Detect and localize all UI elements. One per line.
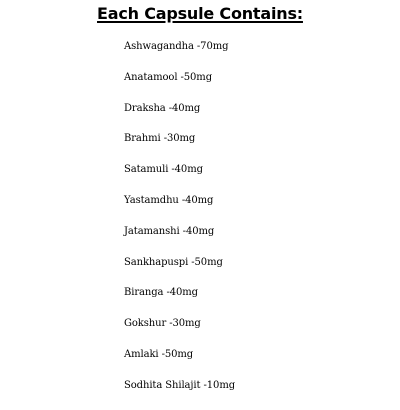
ingredient-item: Anatamool -50mg [124, 71, 212, 83]
ingredient-item: Jatamanshi -40mg [124, 225, 215, 237]
ingredient-item: Brahmi -30mg [124, 133, 196, 145]
ingredient-item: Sodhita Shilajit -10mg [124, 379, 236, 391]
ingredient-list [124, 40, 235, 410]
ingredient-item: Sankhapuspi -50mg [124, 256, 223, 268]
ingredient-item: Biranga -40mg [124, 287, 198, 299]
ingredient-item: Ashwagandha -70mg [124, 41, 229, 52]
ingredient-item: Amlaki -50mg [124, 348, 194, 360]
ingredient-item: Yastamdhu -40mg [124, 194, 214, 206]
ingredient-item: Draksha -40mg [124, 102, 201, 114]
ingredient-item: Satamuli -40mg [124, 164, 203, 176]
ingredient-item: Gokshur -30mg [124, 318, 201, 330]
page-heading: Each Capsule Contains: [97, 4, 303, 23]
